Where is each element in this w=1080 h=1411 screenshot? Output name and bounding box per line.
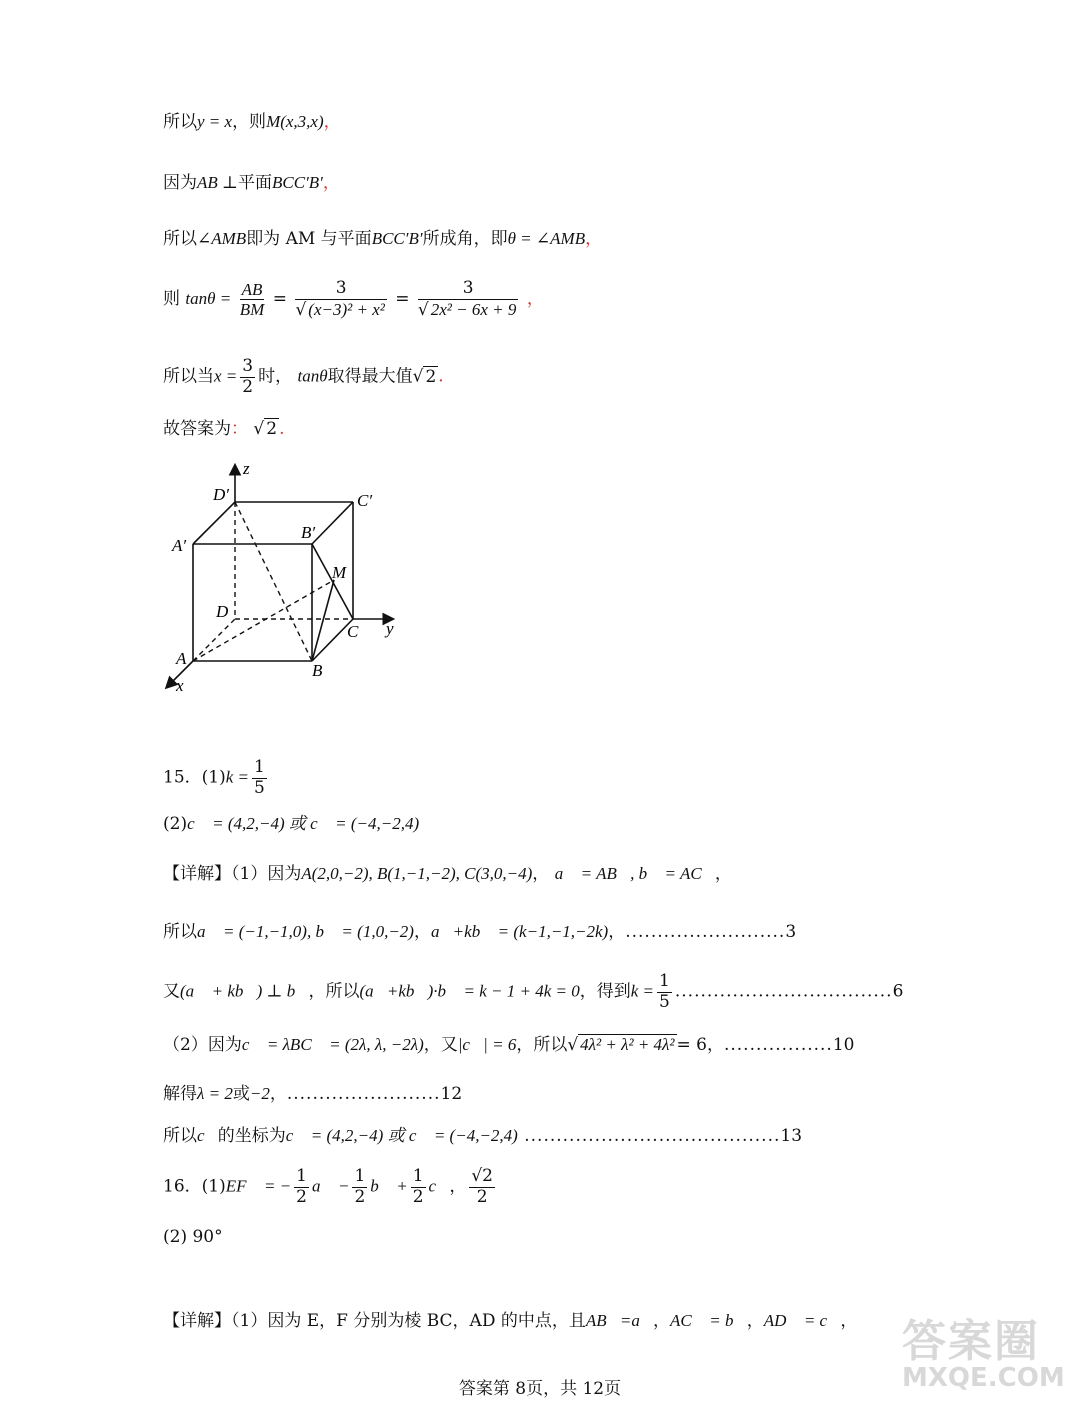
solution-line-4-tan-formula: 则 tanθ = $\frac{AB}{BM}$ = $\frac{3}{\text{√ (x−3)² + x²}}$ = $\frac{3}{\text{√ 2x² − 6x + 9}}$ ， [163,278,544,320]
solution-line-3: 所以∠AMB即为 AM 与平面BCC′B′所成角，即θ = ∠AMB， [163,229,603,249]
label-Aprime: A′ [172,536,187,555]
q15-answer-2: (2)c⃗ = (4,2,−4) 或 c⃗ = (−4,−2,4) [163,814,420,834]
label-x: x [176,676,184,695]
edge-AprimeDprime [193,502,235,544]
cube-figure [150,455,420,700]
edge-AD [193,619,235,661]
page-footer: 答案第 8页，共 12页 [458,1379,622,1399]
label-z: z [243,459,250,478]
q15-answer-1: 15．(1)k = $\frac{1}{5}$ [163,757,265,798]
q15-detail-4: （2）因为c⃗ = λBC⃗ = (2λ, λ, −2λ)，又|c⃗| = 6，所以√ 4λ² + λ² + 4λ² = 6，.................10 [163,1035,855,1055]
q15-detail-3: 又(a⃗ + kb⃗) ⊥ b⃗，所以(a⃗+kb⃗)·b⃗ = k − 1 + 4k = 0，得到k = $\frac{1}{5}$ ..................................6 [163,971,904,1012]
q16-detail-1: 【详解】（1）因为 E，F 分别为棱 BC，AD 的中点，且AB⃗=a⃗，AC⃗ = b⃗，AD⃗ = c⃗， [163,1311,858,1331]
q16-answer-1: 16．(1)EF⃗ = − $\frac{1}{2}$ a⃗ − $\frac{1}{2}$ b⃗ + $\frac{1}{2}$ c⃗， $\frac{√2}{2}$ [163,1166,493,1207]
edge-BprimeCprime [312,502,353,544]
watermark-logo: 答案圈 MXQE.COM [902,1316,1065,1393]
q15-detail-2: 所以a⃗ = (−1,−1,0), b⃗ = (1,0,−2)，a⃗+kb⃗ = (k−1,−1,−2k)，.........................3 [163,922,797,942]
label-C: C [347,622,359,641]
label-M: M [332,563,347,582]
solution-answer-line: 故答案为： √ 2 . [163,419,285,439]
label-y: y [386,619,394,638]
solution-line-1: 所以y = x，则M(x,3,x)， [163,112,341,132]
q15-detail-5: 解得λ = 2或−2，........................12 [163,1084,463,1104]
segment-AM [193,580,334,661]
solution-line-5: 所以当x = $\frac{3}{2}$ 时， tanθ取得最大值√ 2 . [163,356,444,397]
label-Bprime: B′ [301,523,316,542]
label-A: A [176,649,187,668]
label-D: D [216,602,229,621]
q15-detail-1: 【详解】（1）因为A(2,0,−2), B(1,−1,−2), C(3,0,−4)， a⃗ = AB⃗, b⃗ = AC⃗， [163,864,732,884]
solution-line-2: 因为AB ⊥平面BCC′B′， [163,173,340,193]
q16-answer-2: (2) 90° [163,1227,223,1247]
q15-detail-6: 所以c⃗的坐标为c⃗ = (4,2,−4) 或 c⃗ = (−4,−2,4) ........................................13 [163,1126,803,1146]
label-B: B [312,661,323,680]
label-Dprime: D′ [213,485,229,504]
label-Cprime: C′ [357,491,373,510]
